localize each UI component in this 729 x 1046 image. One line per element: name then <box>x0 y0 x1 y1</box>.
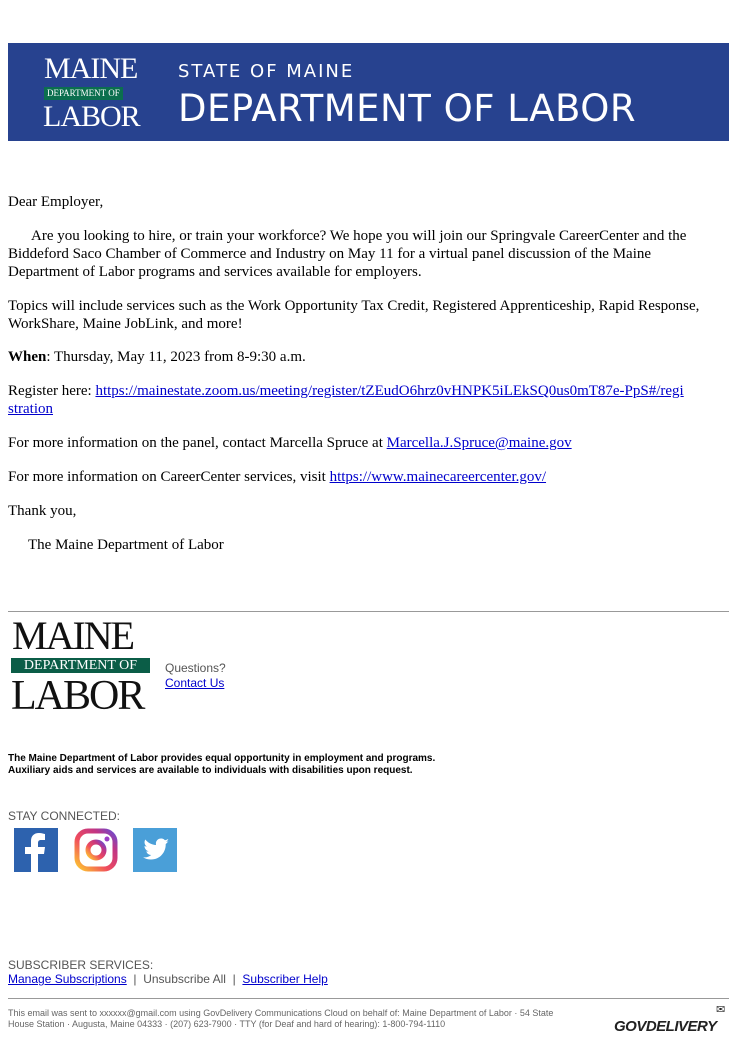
sent-notice <box>8 1008 608 1030</box>
intro-paragraph: Are you looking to hire, or train your workforce? We hope you will join our Springvale CareerCenter and the Biddeford Saco Chamber of Commerce and Industry on May 11 for a virtual panel discussion of the Maine Department of Labor programs and services available for employers. <box>8 228 687 280</box>
header-banner <box>8 43 729 141</box>
instagram-icon[interactable] <box>74 828 118 872</box>
divider <box>8 998 729 999</box>
banner-logo-labor: LABOR <box>43 100 140 133</box>
banner-state: STATE OF MAINE <box>178 61 355 82</box>
footer-logo-dept: DEPARTMENT OF <box>11 658 150 673</box>
eeo-line2: Auxiliary aids and services are available to individuals with disabilities upon request. <box>8 765 413 776</box>
sent-line2: House Station · Augusta, Maine 04333 · (207) 623-7900 · TTY (for Deaf and hard of hearing): 1-800-794-1110 <box>8 1019 446 1029</box>
topics-paragraph: Topics will include services such as the Work Opportunity Tax Credit, Registered Apprenticeship, Rapid Response, WorkShare, Maine JobLink, and more! <box>8 298 700 332</box>
when-paragraph <box>8 348 718 366</box>
career-paragraph <box>8 468 718 486</box>
banner-logo-maine: MAINE <box>44 52 138 85</box>
career-text: For more information on CareerCenter services, visit <box>8 469 330 485</box>
unsubscribe-all[interactable]: Unsubscribe All <box>143 972 226 986</box>
when-value: : Thursday, May 11, 2023 from 8-9:30 a.m. <box>46 349 306 365</box>
sent-line1: This email was sent to xxxxxx@gmail.com using GovDelivery Communications Cloud on behalf of: Maine Department of Labor · 54 State <box>8 1008 554 1018</box>
subscriber-services-label: SUBSCRIBER SERVICES: <box>8 958 154 972</box>
contact-us-link[interactable]: Contact Us <box>165 676 225 690</box>
divider <box>8 611 729 612</box>
thanks: Thank you, <box>8 503 77 519</box>
career-link[interactable]: https://www.mainecareercenter.gov/ <box>329 469 547 485</box>
signature: The Maine Department of Labor <box>28 537 224 553</box>
govdelivery-logo: GOVDELIVERY <box>614 1018 717 1035</box>
footer-logo-labor: LABOR <box>11 673 144 719</box>
separator: | <box>130 972 140 986</box>
twitter-icon[interactable] <box>133 828 177 872</box>
contact-text: For more information on the panel, contact Marcella Spruce at <box>8 435 387 451</box>
questions-label: Questions? <box>165 661 226 675</box>
manage-subscriptions-link[interactable]: Manage Subscriptions <box>8 972 127 986</box>
contact-email-link[interactable]: Marcella.J.Spruce@maine.gov <box>386 435 572 451</box>
contact-paragraph <box>8 434 718 452</box>
stay-connected-label: STAY CONNECTED: <box>8 809 121 823</box>
banner-title: DEPARTMENT OF LABOR <box>178 87 637 130</box>
eeo-statement <box>8 753 435 777</box>
register-label: Register here: <box>8 383 96 399</box>
subscriber-links <box>8 972 328 986</box>
envelope-icon: ✉ <box>716 1004 726 1016</box>
banner-logo-dept: DEPARTMENT OF <box>44 87 123 100</box>
facebook-icon[interactable] <box>14 828 58 872</box>
footer-logo-maine: MAINE <box>12 613 134 658</box>
register-paragraph <box>8 382 688 418</box>
eeo-line1: The Maine Department of Labor provides equal opportunity in employment and programs. <box>8 753 436 764</box>
register-link[interactable]: https://mainestate.zoom.us/meeting/register/tZEudO6hrz0vHNPK5iLEkSQ0us0mT87e-PpS#/registration <box>8 383 684 417</box>
separator: | <box>229 972 240 986</box>
when-label: When <box>8 349 47 365</box>
subscriber-help-link[interactable]: Subscriber Help <box>242 972 328 986</box>
greeting: Dear Employer, <box>8 194 104 210</box>
